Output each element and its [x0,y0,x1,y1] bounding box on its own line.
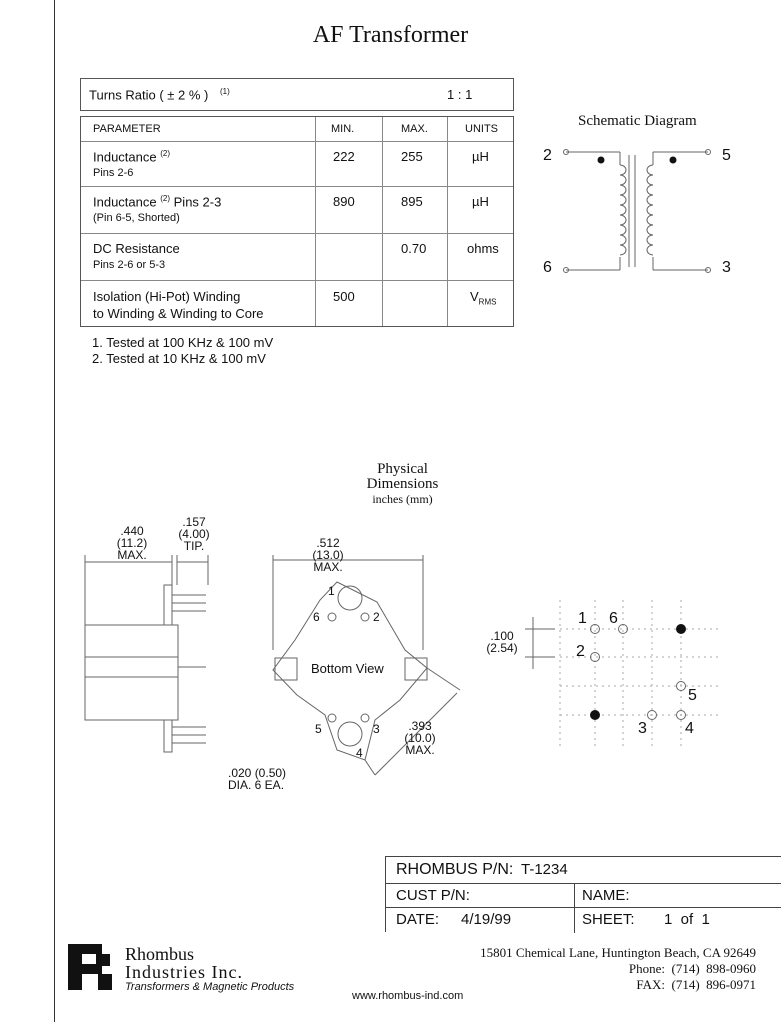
bottom-pin-4: 4 [356,746,363,760]
company-address: 15801 Chemical Lane, Huntington Beach, CA 92649 [480,945,756,960]
header-min: MIN. [331,123,355,135]
rhombus-logo [68,944,120,990]
bottom-pin-2: 2 [373,610,380,624]
layout-pin-6: 6 [609,610,618,627]
pin-layout-grid [525,595,730,755]
bottom-pin-5: 5 [315,722,322,736]
layout-pin-3: 3 [638,720,647,737]
parameter-table: PARAMETER MIN. MAX. UNITS Inductance $^{(2)}$ Pins 2-6 222 255 µH Inductance $^{(2)}$ Pins 2-3 (Pin 6-5, Shorted) 890 895 µH DC Resistance Pins 2-6 or 5-3 0.70 ohms Isolation (Hi-Pot) Winding to Winding & Winding to Core 500 $V_{RMS}$ [80,116,514,327]
bottom-view-label: Bottom View [311,661,384,676]
date-value: 4/19/99 [461,911,512,928]
dim-width-side: .440 (11.2) MAX. [116,524,148,562]
name-label: NAME: [582,887,630,904]
turns-ratio-note: (1) [219,87,230,96]
bottom-pin-6: 6 [313,610,320,624]
dim-width-bottom: .512 (13.0) MAX. [312,536,344,574]
layout-pin-5: 5 [688,687,697,704]
layout-pin-2: 2 [576,643,585,660]
turns-ratio-label: Turns Ratio ( ± 2 % ) [89,87,209,103]
company-website[interactable]: www.rhombus-ind.com [352,990,464,1002]
title-block [385,856,781,932]
turns-ratio-value: 1 : 1 [447,87,473,102]
table-row: Inductance $^{(2)}$ Pins 2-3 [93,194,222,210]
page-title: AF Transformer [312,22,469,48]
company-fax: FAX: (714) 896-0971 [636,977,756,992]
dim-height-bottom: .393 (10.0) MAX. [404,719,436,757]
dim-tip: .157 (4.00) TIP. [178,515,210,553]
sheet-label: SHEET: [582,911,635,928]
layout-pin-1: 1 [578,610,587,627]
sheet-value: 1 of 1 [664,911,710,928]
table-row: Inductance $^{(2)}$ [93,149,171,165]
schematic-pin-2: 2 [543,147,552,164]
rhombus-pn-value: T-1234 [521,861,568,878]
header-parameter: PARAMETER [93,123,161,135]
table-row: Isolation (Hi-Pot) Winding [93,289,241,304]
header-max: MAX. [401,123,428,135]
turns-ratio-box [80,78,514,111]
company-name-line1: Rhombus [125,944,195,964]
note-2: 2. Tested at 10 KHz & 100 mV [92,351,266,366]
cust-pn-label: CUST P/N: [396,887,470,904]
company-name-line2: Industries Inc. [125,962,243,982]
bottom-pin-1: 1 [328,584,335,598]
table-row: DC Resistance [93,241,180,256]
company-phone: Phone: (714) 898-0960 [628,961,756,976]
schematic-pin-3: 3 [722,259,731,276]
physical-dimensions-title: Physical Dimensions inches (mm) [366,461,439,506]
dim-pitch: .100 (2.54) [486,629,518,655]
schematic-pin-6: 6 [543,259,552,276]
schematic-title: Schematic Diagram [578,113,697,129]
company-tagline: Transformers & Magnetic Products [125,981,295,993]
side-view-drawing [80,545,220,760]
rhombus-pn-label: RHOMBUS P/N: [396,861,514,878]
schematic-diagram [540,135,740,285]
header-units: UNITS [465,123,498,135]
layout-pin-4: 4 [685,720,694,737]
dim-pin-diameter: .020 (0.50) DIA. 6 EA. [228,766,287,792]
date-label: DATE: [396,911,440,928]
bottom-pin-3: 3 [373,722,380,736]
schematic-pin-5: 5 [722,147,731,164]
note-1: 1. Tested at 100 KHz & 100 mV [92,335,274,350]
